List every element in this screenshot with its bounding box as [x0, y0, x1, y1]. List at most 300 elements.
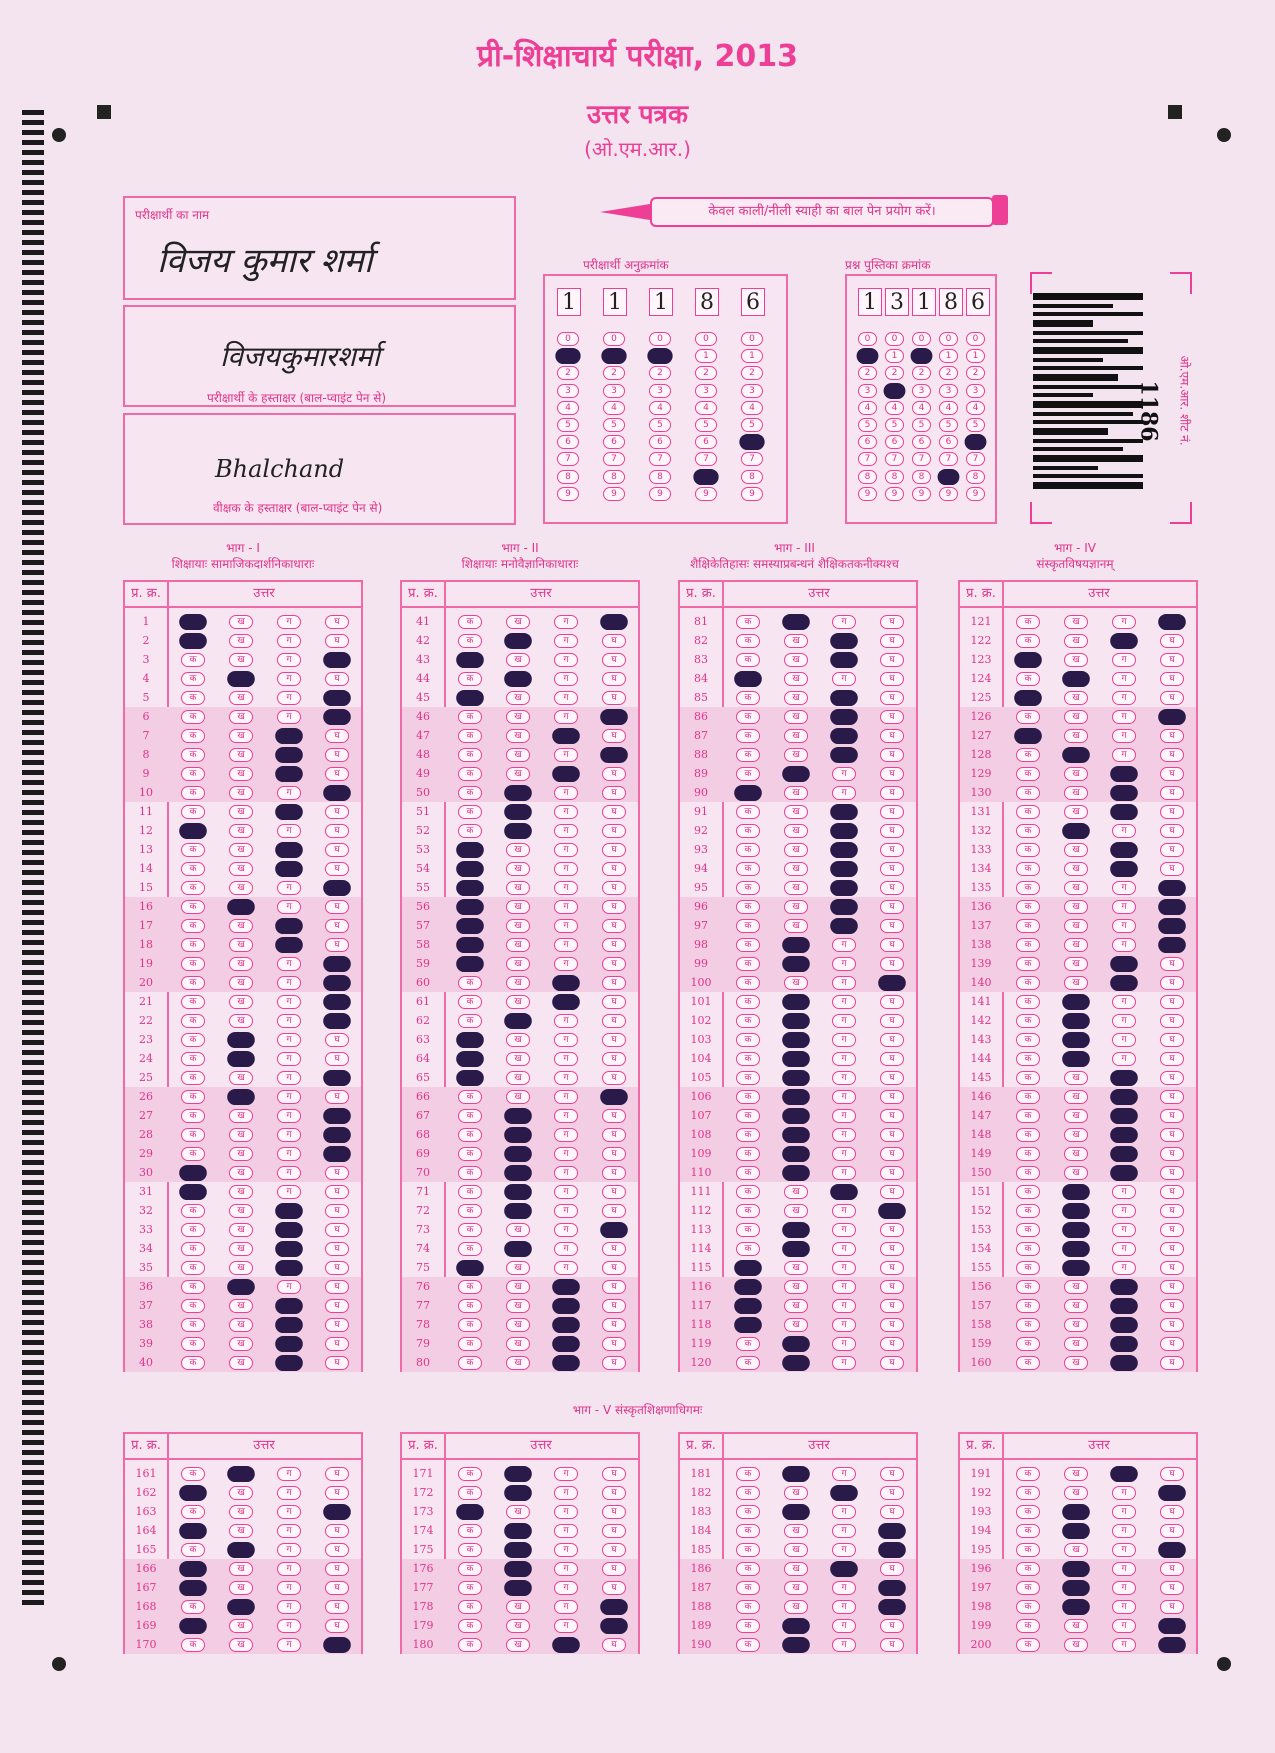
answer-bubble-1[interactable]: क: [1016, 843, 1040, 857]
answer-bubble-2[interactable]: ख: [784, 1261, 808, 1275]
answer-bubble-2[interactable]: ख: [1064, 1467, 1088, 1481]
answer-bubble-2[interactable]: ख: [1064, 919, 1088, 933]
roll-bubble[interactable]: 9: [695, 487, 717, 501]
answer-bubble-1[interactable]: क: [458, 672, 482, 686]
answer-bubble-1[interactable]: क: [736, 1166, 760, 1180]
answer-bubble-4[interactable]: घ: [1160, 1033, 1184, 1047]
roll-bubble[interactable]: 9: [557, 487, 579, 501]
answer-bubble-2[interactable]: ख: [229, 976, 253, 990]
answer-bubble-3[interactable]: ग: [554, 938, 578, 952]
answer-bubble-1[interactable]: क: [1016, 1147, 1040, 1161]
answer-bubble-1[interactable]: क: [458, 1014, 482, 1028]
answer-bubble-1[interactable]: क: [1016, 1109, 1040, 1123]
answer-bubble-1[interactable]: क: [736, 653, 760, 667]
booklet-bubble[interactable]: 5: [885, 418, 904, 432]
answer-bubble-1[interactable]: क: [458, 767, 482, 781]
answer-bubble-4[interactable]: [600, 1222, 628, 1238]
answer-bubble-4[interactable]: घ: [880, 1052, 904, 1066]
answer-bubble-2[interactable]: [1062, 671, 1090, 687]
answer-bubble-3[interactable]: ग: [1112, 691, 1136, 705]
answer-bubble-1[interactable]: क: [458, 1467, 482, 1481]
answer-bubble-4[interactable]: घ: [880, 1619, 904, 1633]
answer-bubble-3[interactable]: ग: [1112, 1600, 1136, 1614]
answer-bubble-2[interactable]: ख: [229, 786, 253, 800]
answer-bubble-3[interactable]: ग: [277, 1543, 301, 1557]
answer-bubble-1[interactable]: क: [181, 710, 205, 724]
answer-bubble-3[interactable]: ग: [277, 786, 301, 800]
booklet-bubble[interactable]: 6: [858, 435, 877, 449]
answer-bubble-1[interactable]: [179, 1523, 207, 1539]
answer-bubble-1[interactable]: [179, 1561, 207, 1577]
answer-bubble-3[interactable]: ग: [277, 900, 301, 914]
answer-bubble-3[interactable]: ग: [1112, 1052, 1136, 1066]
roll-bubble[interactable]: 2: [741, 366, 763, 380]
answer-bubble-1[interactable]: क: [1016, 900, 1040, 914]
answer-bubble-3[interactable]: ग: [832, 767, 856, 781]
answer-bubble-1[interactable]: क: [736, 1562, 760, 1576]
answer-bubble-4[interactable]: घ: [880, 767, 904, 781]
answer-bubble-2[interactable]: ख: [784, 824, 808, 838]
answer-bubble-1[interactable]: क: [736, 691, 760, 705]
answer-bubble-4[interactable]: घ: [880, 1185, 904, 1199]
answer-bubble-3[interactable]: [1110, 1317, 1138, 1333]
answer-bubble-4[interactable]: घ: [325, 1223, 349, 1237]
answer-bubble-1[interactable]: क: [181, 653, 205, 667]
answer-bubble-3[interactable]: [275, 1317, 303, 1333]
answer-bubble-1[interactable]: [456, 956, 484, 972]
answer-bubble-1[interactable]: क: [181, 1505, 205, 1519]
answer-bubble-2[interactable]: ख: [784, 1185, 808, 1199]
answer-bubble-2[interactable]: [504, 1146, 532, 1162]
answer-bubble-4[interactable]: घ: [1160, 1261, 1184, 1275]
answer-bubble-3[interactable]: ग: [554, 1242, 578, 1256]
answer-bubble-2[interactable]: ख: [1064, 1356, 1088, 1370]
answer-bubble-3[interactable]: ग: [1112, 1524, 1136, 1538]
answer-bubble-3[interactable]: ग: [1112, 1204, 1136, 1218]
answer-bubble-3[interactable]: ग: [554, 1223, 578, 1237]
answer-bubble-2[interactable]: ख: [1064, 1128, 1088, 1142]
answer-bubble-3[interactable]: ग: [1112, 1486, 1136, 1500]
answer-bubble-4[interactable]: घ: [325, 1356, 349, 1370]
answer-bubble-4[interactable]: [323, 975, 351, 991]
answer-bubble-3[interactable]: [275, 1241, 303, 1257]
booklet-bubble[interactable]: 6: [885, 435, 904, 449]
answer-bubble-3[interactable]: ग: [554, 957, 578, 971]
answer-bubble-1[interactable]: क: [1016, 748, 1040, 762]
answer-bubble-1[interactable]: क: [458, 1280, 482, 1294]
answer-bubble-2[interactable]: ख: [784, 1581, 808, 1595]
answer-bubble-3[interactable]: ग: [277, 710, 301, 724]
answer-bubble-4[interactable]: घ: [1160, 1166, 1184, 1180]
answer-bubble-1[interactable]: क: [458, 1486, 482, 1500]
answer-bubble-1[interactable]: क: [1016, 1052, 1040, 1066]
answer-bubble-2[interactable]: ख: [1064, 881, 1088, 895]
answer-bubble-4[interactable]: घ: [880, 957, 904, 971]
roll-bubble[interactable]: [739, 434, 764, 450]
booklet-bubble[interactable]: 5: [966, 418, 985, 432]
answer-bubble-1[interactable]: क: [181, 1204, 205, 1218]
answer-bubble-3[interactable]: ग: [277, 1581, 301, 1595]
answer-bubble-2[interactable]: [504, 1580, 532, 1596]
roll-bubble[interactable]: 7: [603, 452, 625, 466]
answer-bubble-2[interactable]: ख: [784, 748, 808, 762]
booklet-bubble[interactable]: 7: [966, 452, 985, 466]
answer-bubble-4[interactable]: घ: [325, 1524, 349, 1538]
answer-bubble-4[interactable]: घ: [880, 824, 904, 838]
answer-bubble-3[interactable]: ग: [554, 1052, 578, 1066]
answer-bubble-2[interactable]: ख: [229, 843, 253, 857]
answer-bubble-3[interactable]: [1110, 861, 1138, 877]
answer-bubble-3[interactable]: ग: [1112, 1505, 1136, 1519]
answer-bubble-4[interactable]: घ: [1160, 1337, 1184, 1351]
answer-bubble-2[interactable]: ख: [1064, 710, 1088, 724]
answer-bubble-2[interactable]: ख: [506, 862, 530, 876]
answer-bubble-1[interactable]: क: [1016, 1090, 1040, 1104]
answer-bubble-1[interactable]: क: [736, 1581, 760, 1595]
booklet-bubble[interactable]: 0: [966, 332, 985, 346]
answer-bubble-2[interactable]: [504, 671, 532, 687]
answer-bubble-4[interactable]: घ: [1160, 1014, 1184, 1028]
booklet-bubble[interactable]: [938, 469, 960, 485]
answer-bubble-2[interactable]: [1062, 1184, 1090, 1200]
answer-bubble-3[interactable]: ग: [832, 1128, 856, 1142]
answer-bubble-4[interactable]: घ: [880, 1280, 904, 1294]
answer-bubble-2[interactable]: ख: [1064, 1090, 1088, 1104]
answer-bubble-2[interactable]: ख: [506, 1033, 530, 1047]
answer-bubble-1[interactable]: क: [736, 1505, 760, 1519]
answer-bubble-4[interactable]: घ: [602, 1128, 626, 1142]
answer-bubble-1[interactable]: क: [181, 995, 205, 1009]
answer-bubble-3[interactable]: [830, 633, 858, 649]
answer-bubble-2[interactable]: ख: [1064, 1619, 1088, 1633]
answer-bubble-3[interactable]: [552, 1317, 580, 1333]
answer-bubble-3[interactable]: ग: [554, 634, 578, 648]
answer-bubble-4[interactable]: घ: [880, 1090, 904, 1104]
answer-bubble-4[interactable]: घ: [602, 900, 626, 914]
answer-bubble-4[interactable]: घ: [325, 843, 349, 857]
answer-bubble-2[interactable]: [782, 1618, 810, 1634]
answer-bubble-1[interactable]: [734, 785, 762, 801]
answer-bubble-4[interactable]: घ: [880, 729, 904, 743]
answer-bubble-3[interactable]: ग: [554, 691, 578, 705]
answer-bubble-2[interactable]: ख: [229, 1109, 253, 1123]
answer-bubble-4[interactable]: [323, 1013, 351, 1029]
answer-bubble-1[interactable]: क: [1016, 1337, 1040, 1351]
answer-bubble-2[interactable]: ख: [1064, 1638, 1088, 1652]
answer-bubble-4[interactable]: घ: [880, 1318, 904, 1332]
answer-bubble-4[interactable]: [323, 1504, 351, 1520]
answer-bubble-1[interactable]: क: [736, 1033, 760, 1047]
answer-bubble-3[interactable]: ग: [277, 1109, 301, 1123]
answer-bubble-2[interactable]: ख: [229, 1261, 253, 1275]
answer-bubble-4[interactable]: घ: [1160, 1147, 1184, 1161]
booklet-bubble[interactable]: 1: [885, 349, 904, 363]
answer-bubble-4[interactable]: घ: [325, 1600, 349, 1614]
roll-bubble[interactable]: 6: [557, 435, 579, 449]
answer-bubble-4[interactable]: घ: [602, 881, 626, 895]
answer-bubble-4[interactable]: घ: [602, 1299, 626, 1313]
answer-bubble-1[interactable]: क: [736, 1090, 760, 1104]
answer-bubble-3[interactable]: [552, 1298, 580, 1314]
answer-bubble-4[interactable]: घ: [602, 805, 626, 819]
answer-bubble-1[interactable]: क: [736, 615, 760, 629]
answer-bubble-2[interactable]: [504, 633, 532, 649]
booklet-bubble[interactable]: 7: [885, 452, 904, 466]
answer-bubble-3[interactable]: [1110, 766, 1138, 782]
answer-bubble-4[interactable]: घ: [325, 1242, 349, 1256]
answer-bubble-4[interactable]: घ: [325, 1543, 349, 1557]
booklet-bubble[interactable]: 4: [858, 401, 877, 415]
answer-bubble-4[interactable]: घ: [602, 938, 626, 952]
answer-bubble-1[interactable]: क: [458, 1299, 482, 1313]
booklet-bubble[interactable]: 4: [912, 401, 931, 415]
answer-bubble-2[interactable]: [227, 1089, 255, 1105]
booklet-bubble[interactable]: 7: [912, 452, 931, 466]
answer-bubble-2[interactable]: ख: [784, 710, 808, 724]
answer-bubble-2[interactable]: [1062, 1241, 1090, 1257]
answer-bubble-3[interactable]: ग: [277, 1090, 301, 1104]
answer-bubble-2[interactable]: ख: [229, 634, 253, 648]
answer-bubble-4[interactable]: घ: [880, 881, 904, 895]
answer-bubble-2[interactable]: [1062, 1222, 1090, 1238]
answer-bubble-2[interactable]: ख: [506, 1280, 530, 1294]
answer-bubble-2[interactable]: ख: [229, 748, 253, 762]
answer-bubble-2[interactable]: [782, 994, 810, 1010]
answer-bubble-4[interactable]: घ: [325, 1185, 349, 1199]
answer-bubble-4[interactable]: घ: [1160, 691, 1184, 705]
answer-bubble-1[interactable]: क: [1016, 1356, 1040, 1370]
answer-bubble-3[interactable]: ग: [277, 976, 301, 990]
answer-bubble-4[interactable]: घ: [1160, 1185, 1184, 1199]
booklet-bubble[interactable]: 0: [912, 332, 931, 346]
answer-bubble-1[interactable]: क: [458, 1090, 482, 1104]
booklet-bubble[interactable]: 9: [939, 487, 958, 501]
answer-bubble-3[interactable]: ग: [554, 1185, 578, 1199]
answer-bubble-1[interactable]: क: [736, 900, 760, 914]
answer-bubble-4[interactable]: घ: [1160, 843, 1184, 857]
answer-bubble-1[interactable]: [734, 1298, 762, 1314]
answer-bubble-2[interactable]: [1062, 1580, 1090, 1596]
answer-bubble-3[interactable]: ग: [832, 1600, 856, 1614]
answer-bubble-1[interactable]: क: [181, 786, 205, 800]
answer-bubble-4[interactable]: घ: [880, 634, 904, 648]
answer-bubble-4[interactable]: घ: [880, 843, 904, 857]
answer-bubble-4[interactable]: घ: [602, 691, 626, 705]
answer-bubble-1[interactable]: क: [458, 729, 482, 743]
answer-bubble-2[interactable]: [1062, 1523, 1090, 1539]
answer-bubble-4[interactable]: घ: [325, 1033, 349, 1047]
roll-bubble[interactable]: 5: [603, 418, 625, 432]
answer-bubble-1[interactable]: क: [458, 1128, 482, 1142]
answer-bubble-2[interactable]: [504, 1013, 532, 1029]
answer-bubble-3[interactable]: [830, 823, 858, 839]
answer-bubble-3[interactable]: ग: [1112, 1581, 1136, 1595]
answer-bubble-1[interactable]: क: [1016, 1543, 1040, 1557]
answer-bubble-2[interactable]: ख: [506, 957, 530, 971]
answer-bubble-3[interactable]: [275, 918, 303, 934]
answer-bubble-4[interactable]: घ: [880, 938, 904, 952]
answer-bubble-1[interactable]: क: [1016, 1033, 1040, 1047]
answer-bubble-3[interactable]: ग: [554, 1128, 578, 1142]
answer-bubble-3[interactable]: [1110, 1466, 1138, 1482]
answer-bubble-3[interactable]: [1110, 1089, 1138, 1105]
answer-bubble-2[interactable]: [782, 1466, 810, 1482]
answer-bubble-4[interactable]: घ: [325, 938, 349, 952]
answer-bubble-3[interactable]: ग: [277, 1619, 301, 1633]
answer-bubble-1[interactable]: क: [1016, 1638, 1040, 1652]
answer-bubble-4[interactable]: घ: [880, 786, 904, 800]
answer-bubble-4[interactable]: घ: [602, 786, 626, 800]
answer-bubble-3[interactable]: [275, 728, 303, 744]
booklet-bubble[interactable]: 8: [912, 470, 931, 484]
answer-bubble-3[interactable]: ग: [277, 1467, 301, 1481]
answer-bubble-4[interactable]: [1158, 1542, 1186, 1558]
answer-bubble-1[interactable]: क: [1016, 1128, 1040, 1142]
answer-bubble-3[interactable]: [275, 861, 303, 877]
answer-bubble-1[interactable]: क: [181, 938, 205, 952]
answer-bubble-1[interactable]: क: [181, 767, 205, 781]
roll-bubble[interactable]: 5: [649, 418, 671, 432]
answer-bubble-3[interactable]: [1110, 1127, 1138, 1143]
answer-bubble-1[interactable]: क: [458, 1318, 482, 1332]
answer-bubble-3[interactable]: ग: [277, 1486, 301, 1500]
answer-bubble-1[interactable]: क: [736, 1223, 760, 1237]
answer-bubble-1[interactable]: [456, 937, 484, 953]
answer-bubble-2[interactable]: ख: [784, 786, 808, 800]
answer-bubble-2[interactable]: [782, 1222, 810, 1238]
answer-bubble-2[interactable]: ख: [229, 938, 253, 952]
answer-bubble-4[interactable]: घ: [880, 1071, 904, 1085]
answer-bubble-4[interactable]: [1158, 709, 1186, 725]
booklet-bubble[interactable]: 4: [966, 401, 985, 415]
roll-bubble[interactable]: 8: [603, 470, 625, 484]
answer-bubble-2[interactable]: ख: [784, 653, 808, 667]
answer-bubble-1[interactable]: क: [736, 995, 760, 1009]
answer-bubble-3[interactable]: ग: [554, 1543, 578, 1557]
answer-bubble-1[interactable]: क: [736, 634, 760, 648]
answer-bubble-2[interactable]: ख: [1064, 805, 1088, 819]
answer-bubble-3[interactable]: ग: [554, 786, 578, 800]
answer-bubble-4[interactable]: घ: [880, 1356, 904, 1370]
answer-bubble-1[interactable]: क: [458, 1166, 482, 1180]
answer-bubble-3[interactable]: ग: [832, 995, 856, 1009]
answer-bubble-3[interactable]: ग: [554, 824, 578, 838]
answer-bubble-4[interactable]: घ: [880, 1562, 904, 1576]
answer-bubble-4[interactable]: घ: [325, 824, 349, 838]
answer-bubble-4[interactable]: [323, 1127, 351, 1143]
answer-bubble-1[interactable]: [1014, 690, 1042, 706]
answer-bubble-1[interactable]: क: [458, 710, 482, 724]
answer-bubble-2[interactable]: [782, 937, 810, 953]
roll-bubble[interactable]: 3: [741, 384, 763, 398]
booklet-bubble[interactable]: [857, 348, 879, 364]
answer-bubble-3[interactable]: ग: [277, 995, 301, 1009]
roll-bubble[interactable]: 0: [741, 332, 763, 346]
answer-bubble-3[interactable]: ग: [832, 1052, 856, 1066]
answer-bubble-4[interactable]: घ: [325, 1467, 349, 1481]
answer-bubble-2[interactable]: ख: [1064, 786, 1088, 800]
answer-bubble-1[interactable]: क: [1016, 1486, 1040, 1500]
answer-bubble-2[interactable]: ख: [784, 900, 808, 914]
answer-bubble-3[interactable]: [552, 728, 580, 744]
answer-bubble-4[interactable]: घ: [325, 767, 349, 781]
answer-bubble-3[interactable]: [275, 766, 303, 782]
answer-bubble-2[interactable]: [1062, 1203, 1090, 1219]
answer-bubble-1[interactable]: क: [736, 767, 760, 781]
answer-bubble-1[interactable]: [456, 842, 484, 858]
roll-bubble[interactable]: 2: [603, 366, 625, 380]
answer-bubble-2[interactable]: [782, 1504, 810, 1520]
answer-bubble-1[interactable]: क: [458, 824, 482, 838]
answer-bubble-4[interactable]: घ: [1160, 634, 1184, 648]
answer-bubble-2[interactable]: [782, 1241, 810, 1257]
answer-bubble-1[interactable]: [179, 614, 207, 630]
answer-bubble-1[interactable]: क: [1016, 881, 1040, 895]
answer-bubble-1[interactable]: [456, 1051, 484, 1067]
answer-bubble-1[interactable]: क: [736, 1014, 760, 1028]
answer-bubble-2[interactable]: [782, 1051, 810, 1067]
answer-bubble-2[interactable]: ख: [1064, 1166, 1088, 1180]
answer-bubble-4[interactable]: घ: [1160, 1280, 1184, 1294]
answer-bubble-2[interactable]: [1062, 1599, 1090, 1615]
answer-bubble-4[interactable]: घ: [602, 1562, 626, 1576]
answer-bubble-3[interactable]: ग: [832, 1505, 856, 1519]
answer-bubble-1[interactable]: क: [458, 1242, 482, 1256]
answer-bubble-4[interactable]: घ: [880, 1128, 904, 1142]
booklet-bubble[interactable]: 0: [858, 332, 877, 346]
answer-bubble-3[interactable]: [1110, 1336, 1138, 1352]
answer-bubble-1[interactable]: क: [458, 1147, 482, 1161]
roll-bubble[interactable]: 9: [603, 487, 625, 501]
answer-bubble-1[interactable]: क: [181, 881, 205, 895]
answer-bubble-1[interactable]: क: [181, 1543, 205, 1557]
roll-bubble[interactable]: 7: [741, 452, 763, 466]
answer-bubble-1[interactable]: क: [458, 1356, 482, 1370]
answer-bubble-1[interactable]: क: [181, 1090, 205, 1104]
answer-bubble-1[interactable]: [179, 633, 207, 649]
answer-bubble-1[interactable]: क: [736, 824, 760, 838]
answer-bubble-3[interactable]: [830, 842, 858, 858]
answer-bubble-3[interactable]: ग: [832, 1033, 856, 1047]
answer-bubble-2[interactable]: ख: [1064, 653, 1088, 667]
answer-bubble-1[interactable]: क: [1016, 862, 1040, 876]
answer-bubble-1[interactable]: क: [736, 1600, 760, 1614]
answer-bubble-1[interactable]: [456, 1504, 484, 1520]
roll-bubble[interactable]: 6: [603, 435, 625, 449]
answer-bubble-3[interactable]: ग: [277, 1524, 301, 1538]
answer-bubble-1[interactable]: क: [181, 1109, 205, 1123]
answer-bubble-4[interactable]: घ: [325, 1204, 349, 1218]
answer-bubble-2[interactable]: ख: [784, 976, 808, 990]
answer-bubble-1[interactable]: क: [736, 710, 760, 724]
answer-bubble-4[interactable]: [600, 1599, 628, 1615]
answer-bubble-2[interactable]: [227, 1542, 255, 1558]
answer-bubble-1[interactable]: क: [458, 786, 482, 800]
answer-bubble-2[interactable]: ख: [506, 1299, 530, 1313]
answer-bubble-2[interactable]: ख: [229, 1166, 253, 1180]
answer-bubble-3[interactable]: ग: [832, 1356, 856, 1370]
roll-bubble[interactable]: 7: [649, 452, 671, 466]
answer-bubble-1[interactable]: क: [181, 1033, 205, 1047]
answer-bubble-4[interactable]: घ: [325, 1318, 349, 1332]
answer-bubble-4[interactable]: घ: [325, 1261, 349, 1275]
answer-bubble-4[interactable]: घ: [1160, 1356, 1184, 1370]
answer-bubble-1[interactable]: क: [181, 1223, 205, 1237]
booklet-bubble[interactable]: [965, 434, 987, 450]
answer-bubble-4[interactable]: घ: [1160, 1052, 1184, 1066]
answer-bubble-4[interactable]: घ: [602, 1071, 626, 1085]
answer-bubble-4[interactable]: घ: [1160, 1090, 1184, 1104]
